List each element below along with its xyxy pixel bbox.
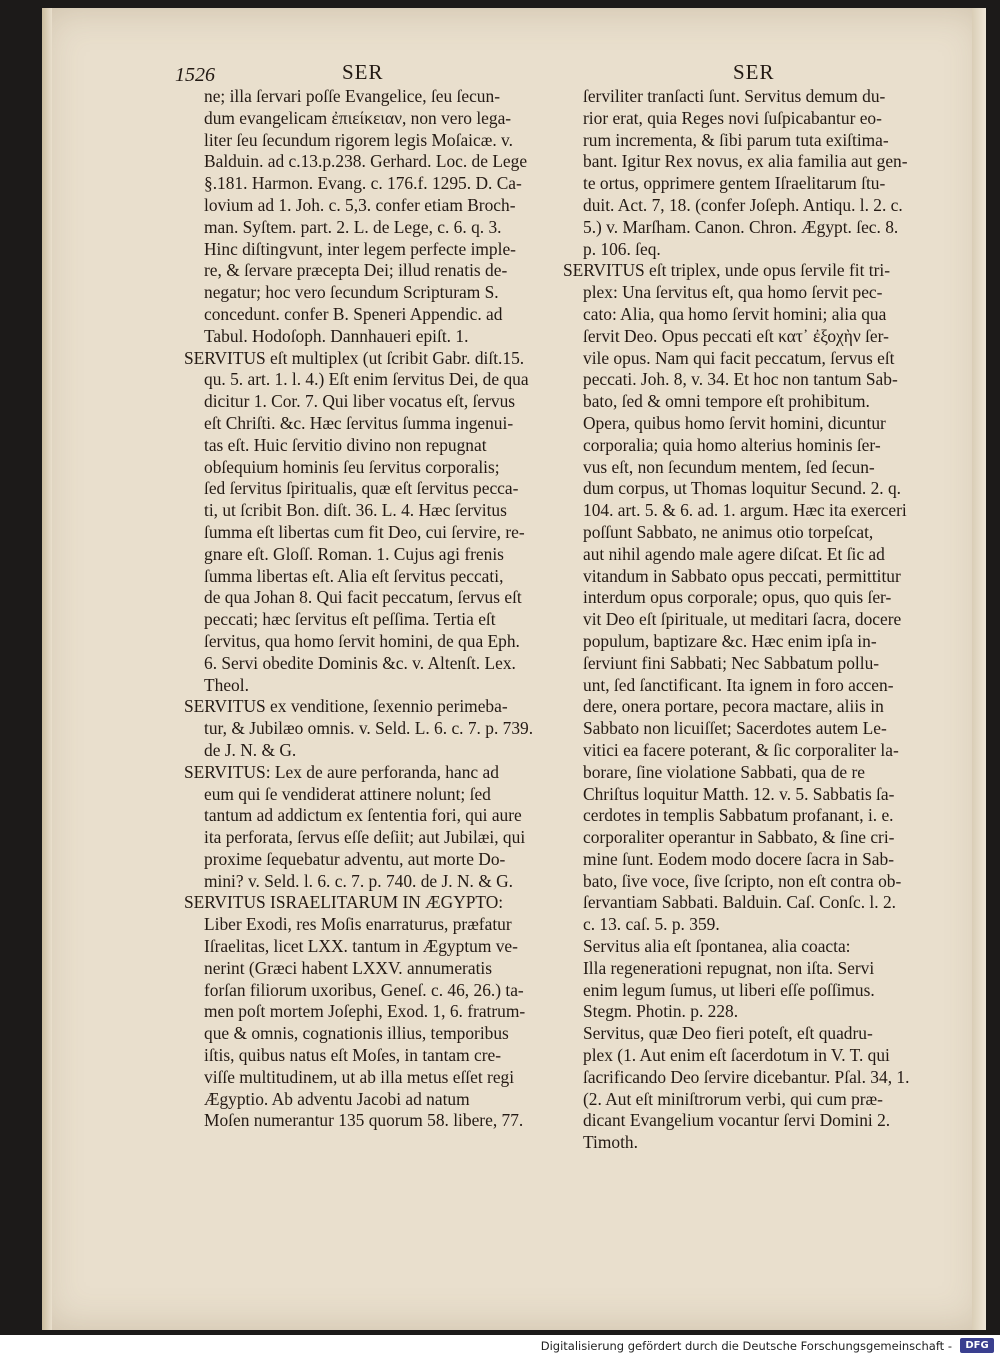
text-line: Illa regenerationi repugnat, non iſta. Servi: [583, 957, 875, 978]
text-line: dicant Evangelium vocantur ſervi Domini 2.: [583, 1110, 891, 1131]
left-text-column: [184, 86, 568, 1132]
text-line: (2. Aut eſt miniſtrorum verbi, qui cum præ-: [583, 1088, 883, 1109]
text-line: Hinc diſtingvunt, inter legem perfecte imple-: [204, 238, 516, 259]
text-line: liter ſeu ſecundum rigorem legis Moſaicæ. v.: [204, 129, 513, 150]
text-line: viſſe multitudinem, ut ab illa metus eſſet regi: [204, 1066, 515, 1087]
text-line: corporalia; quia homo alterius hominis ſer-: [583, 434, 881, 455]
text-line: ſervitus, qua homo ſervit homini, de qua Eph.: [204, 630, 520, 651]
text-line: populum, baptizare &c. Hæc enim ipſa in-: [583, 630, 877, 651]
page-number: 1526: [175, 64, 215, 86]
dfg-logo: DFG: [960, 1338, 994, 1353]
text-line: aut nihil agendo male agere diſcat. Et ſic ad: [583, 543, 885, 564]
text-line: ita perforata, ſervus eſſe deſiit; aut Jubilæi, qui: [204, 827, 526, 848]
page-gutter-shadow: [42, 8, 52, 1330]
text-line: bant. Igitur Rex novus, ex alia familia aut gen-: [583, 151, 908, 172]
text-line: interdum opus corporale; opus, quo quis ſer-: [583, 587, 892, 608]
text-line: enim legum ſumus, ut liberi eſſe poſſimus.: [583, 979, 875, 1000]
text-line: Sabbato non licuiſſet; Sacerdotes autem Le-: [583, 718, 887, 739]
text-line: lovium ad 1. Joh. c. 5,3. confer etiam Broch-: [204, 194, 516, 215]
text-line: peccati. Joh. 8, v. 34. Et hoc non tantum Sab-: [583, 369, 898, 390]
text-line: plex (1. Aut enim eſt ſacerdotum in V. T. qui: [583, 1045, 890, 1066]
text-line: obſequium hominis ſeu ſervitus corporalis;: [204, 456, 500, 477]
text-line: bato, ſive voce, ſive ſcripto, non eſt contra ob-: [583, 870, 902, 891]
running-head-left: SER: [342, 60, 384, 84]
text-line: vitandum in Sabbato opus peccati, permittitur: [583, 565, 901, 586]
text-line: Servitus alia eſt ſpontanea, alia coacta:: [583, 936, 851, 957]
text-line: borare, ſine violatione Sabbati, qua de re: [583, 761, 866, 782]
text-line: Iſraelitas, licet LXX. tantum in Ægyptum ve-: [204, 936, 518, 957]
funding-notice: Digitalisierung gefördert durch die Deutsche Forschungsgemeinschaft -: [540, 1339, 952, 1353]
text-line: dum corpus, ut Thomas loquitur Secund. 2. q.: [583, 478, 901, 499]
text-line: bato, ſed & omni tempore eſt prohibitum.: [583, 391, 870, 412]
text-line: vus eſt, non ſecundum mentem, ſed ſecun-: [583, 456, 875, 477]
text-line: §.181. Harmon. Evang. c. 176.f. 1295. D. Ca-: [204, 173, 522, 194]
text-line: de J. N. & G.: [204, 739, 297, 760]
text-line: Stegm. Photin. p. 228.: [583, 1001, 739, 1022]
text-line: Chriſtus loquitur Matth. 12. v. 5. Sabbatis ſa-: [583, 783, 895, 804]
text-line: Tabul. Hodoſoph. Dannhaueri epiſt. 1.: [204, 325, 469, 346]
text-line: re, & ſervare præcepta Dei; illud renatis de-: [204, 260, 508, 281]
text-line: plex: Una ſervitus eſt, qua homo ſervit pec-: [583, 282, 883, 303]
text-line: concedunt. confer B. Speneri Appendic. ad: [204, 303, 503, 324]
right-text-column: [563, 86, 973, 1154]
text-line: Timoth.: [583, 1132, 638, 1153]
text-line: ſed ſervitus ſpiritualis, quæ eſt ſervitus pecca-: [204, 478, 519, 499]
text-line: dicitur 1. Cor. 7. Qui liber vocatus eſt, ſervus: [204, 391, 516, 412]
text-line: proxime ſequebatur adventu, aut morte Do-: [204, 848, 506, 869]
text-line: dere, onera portare, pecora mactare, aliis in: [583, 696, 884, 717]
text-line: duit. Act. 7, 18. (confer Joſeph. Antiqu. l. 2. c.: [583, 194, 903, 215]
text-line: ſumma eſt libertas cum fit Deo, cui ſervire, re-: [204, 521, 525, 542]
text-line: tur, & Jubilæo omnis. v. Seld. L. 6. c. 7. p. 739.: [204, 718, 534, 739]
text-line: tas eſt. Huic ſervitio divino non repugnat: [204, 434, 487, 455]
text-line: rum incrementa, & ſibi parum tuta exiſtima-: [583, 129, 889, 150]
text-line: ſerviunt fini Sabbati; Nec Sabbatum pollu-: [583, 652, 880, 673]
text-line: Moſen numerantur 135 quorum 58. libere, 77.: [204, 1110, 524, 1131]
text-line: man. Syſtem. part. 2. L. de Lege, c. 6. q. 3.: [204, 216, 502, 237]
text-line: mini? v. Seld. l. 6. c. 7. p. 740. de J. N. & G.: [204, 870, 513, 891]
text-line: Ægyptio. Ab adventu Jacobi ad natum: [204, 1088, 470, 1109]
text-line: SERVITUS ex venditione, ſexennio perimeba-: [184, 696, 508, 717]
text-line: eſt Chriſti. &c. Hæc ſervitus ſumma ingenui-: [204, 412, 514, 433]
text-line: men poſt mortem Joſephi, Exod. 1, 6. fratrum-: [204, 1001, 526, 1022]
text-line: 6. Servi obedite Dominis &c. v. Altenſt. Lex.: [204, 652, 516, 673]
text-line: gnare eſt. Gloſſ. Roman. 1. Cujus agi frenis: [204, 543, 504, 564]
text-line: negatur; hoc vero ſecundum Scripturam S.: [204, 282, 499, 303]
text-line: SERVITUS: Lex de aure perforanda, hanc ad: [184, 761, 499, 782]
text-line: rior erat, quia Reges novi ſuſpicabantur eo-: [583, 107, 882, 128]
text-line: ſacrificando Deo ſervire dicebantur. Pſal. 34, 1.: [583, 1066, 910, 1087]
text-line: ti, ut ſcribit Bon. diſt. 36. L. 4. Hæc ſervitus: [204, 500, 507, 521]
text-line: 104. art. 5. & 6. ad. 1. argum. Hæc ita exerceri: [583, 500, 907, 521]
text-line: peccati; hæc ſervitus eſt peſſima. Tertia eſt: [204, 609, 496, 630]
text-line: poſſunt Sabbato, ne animus otio torpeſcat,: [583, 521, 874, 542]
text-line: dum evangelicam ἐπιείκειαν, non vero lega-: [204, 107, 512, 128]
text-line: qu. 5. art. 1. l. 4.) Eſt enim ſervitus Dei, de qua: [204, 369, 529, 390]
text-line: tantum ad addictum ex ſententia fori, qui aure: [204, 805, 522, 826]
text-line: Theol.: [204, 674, 249, 695]
text-line: cato: Alia, qua homo ſervit homini; alia qua: [583, 303, 887, 324]
text-line: vile opus. Nam qui facit peccatum, ſervus eſt: [583, 347, 895, 368]
text-line: ſerviliter tranſacti ſunt. Servitus demum du-: [583, 86, 886, 106]
page-header: [42, 58, 986, 88]
text-line: ſervit Deo. Opus peccati eſt κατ᾽ ἐξοχὴν ſer-: [583, 325, 889, 346]
text-line: Liber Exodi, res Moſis enarraturus, præfatur: [204, 914, 512, 935]
text-line: Servitus, quæ Deo fieri poteſt, eſt quadru-: [583, 1023, 873, 1044]
text-line: iſtis, quibus natus eſt Moſes, in tantam cre-: [204, 1045, 502, 1066]
text-line: Opera, quibus homo ſervit homini, dicuntur: [583, 412, 886, 433]
text-line: SERVITUS eſt triplex, unde opus ſervile fit tri-: [563, 260, 891, 281]
text-line: te ortus, opprimere gentem Iſraelitarum ſtu-: [583, 173, 886, 194]
text-line: unt, ſed ſanctificant. Ita ignem in foro accen-: [583, 674, 894, 695]
text-line: de qua Johan 8. Qui facit peccatum, ſervus eſt: [204, 587, 522, 608]
text-line: vit Deo eſt ſpirituale, ut meditari ſacra, docere: [583, 609, 902, 630]
text-line: vitici ea facere poterant, & ſic corporaliter la-: [583, 739, 899, 760]
text-line: ſumma libertas eſt. Alia eſt ſervitus peccati,: [204, 565, 504, 586]
text-line: forſan filiorum uxoribus, Geneſ. c. 46, 26.) ta-: [204, 979, 524, 1000]
text-line: SERVITUS eſt multiplex (ut ſcribit Gabr. diſt.15.: [184, 347, 525, 368]
text-line: c. 13. caſ. 5. p. 359.: [583, 914, 720, 935]
text-line: que & omnis, cognationis illius, temporibus: [204, 1023, 509, 1044]
book-page: [42, 8, 986, 1330]
running-head-right: SER: [733, 60, 775, 84]
text-line: p. 106. ſeq.: [583, 238, 661, 259]
page-edge: [972, 8, 986, 1330]
funding-footer: [0, 1335, 1000, 1358]
text-line: Balduin. ad c.13.p.238. Gerhard. Loc. de Lege: [204, 151, 528, 172]
text-line: 5.) v. Marſham. Canon. Chron. Ægypt. ſec. 8.: [583, 216, 899, 237]
text-line: ne; illa ſervari poſſe Evangelice, ſeu ſecun-: [204, 86, 500, 106]
text-line: cerdotes in templis Sabbatum profanant, i. e.: [583, 805, 894, 826]
text-line: nerint (Græci habent LXXV. annumeratis: [204, 957, 492, 978]
text-line: corporaliter operantur in Sabbato, & ſine cri-: [583, 827, 895, 848]
text-line: SERVITUS ISRAELITARUM IN ÆGYPTO:: [184, 892, 504, 913]
text-line: eum qui ſe vendiderat attinere nolunt; ſed: [204, 783, 491, 804]
text-line: ſervantiam Sabbati. Balduin. Caſ. Conſc. l. 2.: [583, 892, 896, 913]
text-line: mine ſunt. Eodem modo docere ſacra in Sab-: [583, 848, 895, 869]
